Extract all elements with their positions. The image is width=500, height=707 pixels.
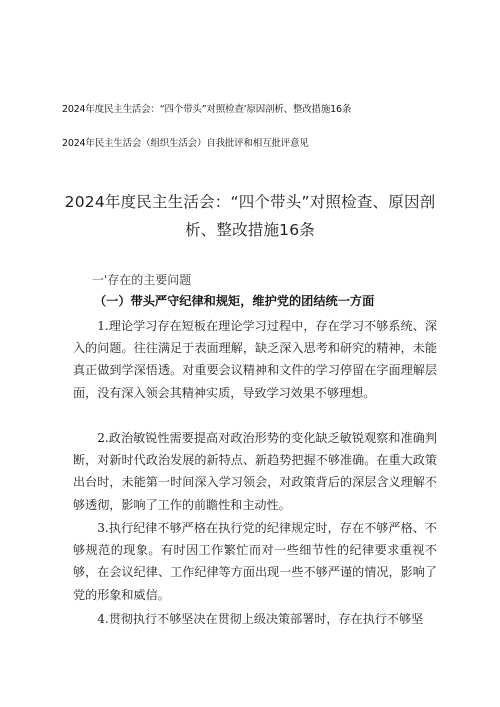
paragraph-4: 4.贯彻执行不够坚决在贯彻上级决策部署时，存在执行不够坚 [97, 612, 424, 626]
paragraph-1: 1.理论学习存在短板在理论学习过程中，存在学习不够系统、深入的问题。往往满足于表面理解，缺乏深入思考和研究的精神，未能真正做到学深悟透。对重要会议精神和文件的学习停留在字面理解层面，没有深入领会其精神实质，导致学习效果不够理想。 [73, 319, 437, 400]
paragraph-2: 2.政治敏锐性需要提高对政治形势的变化缺乏敏锐观察和准确判断，对新时代政治发展的新特点、新趋势把握不够准确。在重大政策出台时，未能第一时间深入学习领会，对政策背后的深层含义理解不够透彻，影响了工作的前瞻性和主动性。 [73, 431, 437, 512]
document-title-line-1: 2024年度民主生活会：“四个带头”对照检查、原因剖 [64, 193, 436, 211]
document-title-line-2: 析、整改措施16条 [184, 221, 316, 239]
subsection-heading: （一）带头严守纪律和规矩，维护党的团结统一方面 [94, 294, 375, 308]
section-heading: 一'存在的主要问题 [92, 273, 192, 287]
toc-line-2: 2024年民主生活会（组织生活会）自我批评和相互批评意见 [62, 138, 309, 149]
toc-line-1: 2024年度民主生活会：“四个带头”对照检查’原因剖析、整改措施16条 [62, 104, 352, 115]
paragraph-3: 3.执行纪律不够严格在执行党的纪律规定时，存在不够严格、不够规范的现象。有时因工作繁忙而对一些细节性的纪律要求重视不够，在会议纪律、工作纪律等方面出现一些不够严谨的情况，影响了党的形象和威信。 [73, 521, 437, 602]
